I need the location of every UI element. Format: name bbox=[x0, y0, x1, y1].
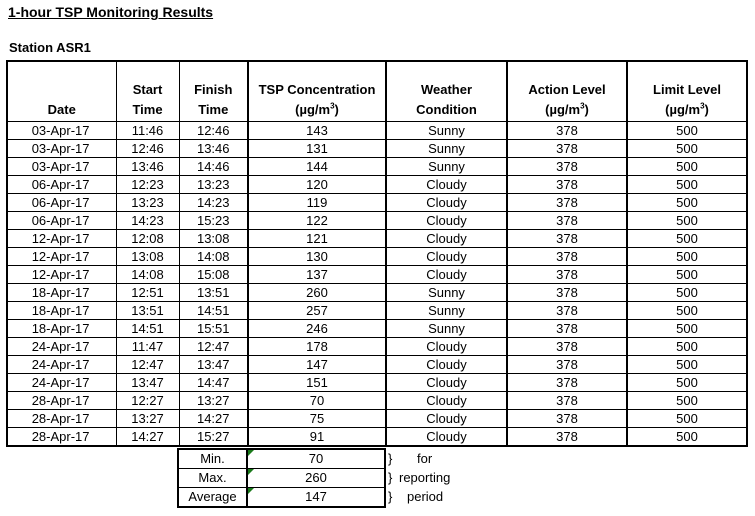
table-row bbox=[7, 212, 747, 230]
cell-limit: 500 bbox=[627, 428, 747, 447]
table-row bbox=[7, 284, 747, 302]
cell-action: 378 bbox=[507, 302, 627, 320]
cell-start: 12:51 bbox=[116, 284, 179, 302]
cell-finish: 14:08 bbox=[179, 248, 248, 266]
cell-weather: Cloudy bbox=[386, 374, 507, 392]
cell-finish: 13:08 bbox=[179, 230, 248, 248]
cell-date: 06-Apr-17 bbox=[7, 194, 116, 212]
table-row bbox=[7, 158, 747, 176]
cell-start: 12:08 bbox=[116, 230, 179, 248]
cell-tsp: 75 bbox=[248, 410, 386, 428]
cell-action: 378 bbox=[507, 140, 627, 158]
cell-limit: 500 bbox=[627, 302, 747, 320]
cell-tsp: 144 bbox=[248, 158, 386, 176]
brace-glyph: } bbox=[388, 450, 393, 466]
cell-action: 378 bbox=[507, 320, 627, 338]
cell-date: 28-Apr-17 bbox=[7, 428, 116, 447]
cell-weather: Sunny bbox=[386, 302, 507, 320]
cell-tsp: 178 bbox=[248, 338, 386, 356]
cell-finish: 12:46 bbox=[179, 122, 248, 140]
table-row bbox=[7, 248, 747, 266]
cell-action: 378 bbox=[507, 158, 627, 176]
cell-limit: 500 bbox=[627, 140, 747, 158]
cell-start: 12:27 bbox=[116, 392, 179, 410]
summary-row bbox=[178, 488, 479, 508]
cell-action: 378 bbox=[507, 356, 627, 374]
cell-limit: 500 bbox=[627, 158, 747, 176]
station-label: Station ASR1 bbox=[9, 40, 91, 55]
cell-action: 378 bbox=[507, 248, 627, 266]
cell-date: 12-Apr-17 bbox=[7, 266, 116, 284]
cell-weather: Sunny bbox=[386, 284, 507, 302]
summary-note: period bbox=[407, 489, 444, 505]
header-finish-time: Finish Time bbox=[179, 61, 248, 122]
summary-value bbox=[247, 488, 385, 508]
cell-finish: 15:51 bbox=[179, 320, 248, 338]
cell-limit: 500 bbox=[627, 356, 747, 374]
tsp-results-table bbox=[6, 60, 748, 447]
summary-label: Max. bbox=[178, 469, 247, 488]
cell-finish: 15:23 bbox=[179, 212, 248, 230]
cell-marker-icon bbox=[248, 450, 254, 456]
cell-date: 03-Apr-17 bbox=[7, 158, 116, 176]
table-row bbox=[7, 230, 747, 248]
cell-finish: 13:23 bbox=[179, 176, 248, 194]
cell-date: 06-Apr-17 bbox=[7, 176, 116, 194]
cell-limit: 500 bbox=[627, 374, 747, 392]
cell-finish: 14:46 bbox=[179, 158, 248, 176]
table-row bbox=[7, 410, 747, 428]
cell-tsp: 119 bbox=[248, 194, 386, 212]
cell-tsp: 147 bbox=[248, 356, 386, 374]
cell-finish: 12:47 bbox=[179, 338, 248, 356]
summary-row bbox=[178, 469, 479, 488]
cell-action: 378 bbox=[507, 284, 627, 302]
cell-action: 378 bbox=[507, 230, 627, 248]
cell-weather: Cloudy bbox=[386, 356, 507, 374]
cell-action: 378 bbox=[507, 374, 627, 392]
summary-value-text: 147 bbox=[305, 489, 327, 504]
cell-tsp: 257 bbox=[248, 302, 386, 320]
cell-finish: 14:27 bbox=[179, 410, 248, 428]
summary-row bbox=[178, 449, 479, 469]
table-row bbox=[7, 140, 747, 158]
cell-action: 378 bbox=[507, 194, 627, 212]
cell-date: 24-Apr-17 bbox=[7, 356, 116, 374]
cell-date: 18-Apr-17 bbox=[7, 302, 116, 320]
report-title: 1-hour TSP Monitoring Results bbox=[8, 4, 214, 20]
cell-date: 18-Apr-17 bbox=[7, 284, 116, 302]
summary-value-text: 70 bbox=[308, 451, 324, 466]
cell-finish: 15:27 bbox=[179, 428, 248, 447]
cell-tsp: 246 bbox=[248, 320, 386, 338]
summary-note: reporting bbox=[399, 470, 451, 485]
cell-weather: Cloudy bbox=[386, 266, 507, 284]
table-row bbox=[7, 338, 747, 356]
brace-glyph: } bbox=[388, 489, 393, 505]
cell-start: 13:47 bbox=[116, 374, 179, 392]
table-row bbox=[7, 428, 747, 447]
table-row bbox=[7, 302, 747, 320]
cell-date: 12-Apr-17 bbox=[7, 248, 116, 266]
cell-start: 11:46 bbox=[116, 122, 179, 140]
cell-start: 12:23 bbox=[116, 176, 179, 194]
cell-action: 378 bbox=[507, 428, 627, 447]
summary-table bbox=[177, 448, 480, 508]
cell-finish: 14:51 bbox=[179, 302, 248, 320]
brace-glyph: } bbox=[388, 470, 393, 485]
summary-value bbox=[247, 469, 385, 488]
cell-action: 378 bbox=[507, 392, 627, 410]
cell-start: 13:46 bbox=[116, 158, 179, 176]
cell-weather: Cloudy bbox=[386, 230, 507, 248]
header-weather-condition: Weather Condition bbox=[386, 61, 507, 122]
cell-action: 378 bbox=[507, 338, 627, 356]
summary-note: for bbox=[417, 450, 433, 466]
cell-tsp: 91 bbox=[248, 428, 386, 447]
cell-limit: 500 bbox=[627, 176, 747, 194]
cell-start: 14:23 bbox=[116, 212, 179, 230]
cell-date: 12-Apr-17 bbox=[7, 230, 116, 248]
table-row bbox=[7, 122, 747, 140]
cell-start: 13:51 bbox=[116, 302, 179, 320]
cell-finish: 13:27 bbox=[179, 392, 248, 410]
cell-tsp: 143 bbox=[248, 122, 386, 140]
cell-weather: Cloudy bbox=[386, 428, 507, 447]
cell-start: 14:08 bbox=[116, 266, 179, 284]
summary-value-text: 260 bbox=[305, 470, 327, 485]
table-row bbox=[7, 356, 747, 374]
cell-limit: 500 bbox=[627, 284, 747, 302]
cell-date: 18-Apr-17 bbox=[7, 320, 116, 338]
cell-limit: 500 bbox=[627, 320, 747, 338]
table-row bbox=[7, 194, 747, 212]
cell-date: 24-Apr-17 bbox=[7, 338, 116, 356]
cell-weather: Sunny bbox=[386, 320, 507, 338]
cell-weather: Cloudy bbox=[386, 248, 507, 266]
cell-start: 14:27 bbox=[116, 428, 179, 447]
cell-weather: Cloudy bbox=[386, 194, 507, 212]
header-tsp-concentration: TSP Concentration $(\mu g/m^3)$ bbox=[248, 61, 386, 122]
cell-marker-icon bbox=[248, 488, 254, 494]
cell-weather: Cloudy bbox=[386, 410, 507, 428]
cell-start: 12:47 bbox=[116, 356, 179, 374]
cell-finish: 15:08 bbox=[179, 266, 248, 284]
table-row bbox=[7, 176, 747, 194]
cell-weather: Cloudy bbox=[386, 176, 507, 194]
cell-start: 13:23 bbox=[116, 194, 179, 212]
cell-finish: 14:47 bbox=[179, 374, 248, 392]
cell-tsp: 70 bbox=[248, 392, 386, 410]
cell-tsp: 121 bbox=[248, 230, 386, 248]
cell-finish: 13:47 bbox=[179, 356, 248, 374]
cell-action: 378 bbox=[507, 122, 627, 140]
summary-value bbox=[247, 449, 385, 469]
cell-start: 11:47 bbox=[116, 338, 179, 356]
cell-limit: 500 bbox=[627, 230, 747, 248]
cell-tsp: 120 bbox=[248, 176, 386, 194]
cell-start: 13:08 bbox=[116, 248, 179, 266]
table-row bbox=[7, 374, 747, 392]
cell-start: 14:51 bbox=[116, 320, 179, 338]
cell-date: 28-Apr-17 bbox=[7, 392, 116, 410]
cell-limit: 500 bbox=[627, 248, 747, 266]
cell-date: 06-Apr-17 bbox=[7, 212, 116, 230]
cell-marker-icon bbox=[248, 469, 254, 475]
table-row bbox=[7, 320, 747, 338]
cell-tsp: 130 bbox=[248, 248, 386, 266]
header-start-time: Start Time bbox=[116, 61, 179, 122]
cell-date: 03-Apr-17 bbox=[7, 140, 116, 158]
cell-action: 378 bbox=[507, 266, 627, 284]
cell-limit: 500 bbox=[627, 194, 747, 212]
cell-tsp: 151 bbox=[248, 374, 386, 392]
cell-limit: 500 bbox=[627, 410, 747, 428]
cell-tsp: 260 bbox=[248, 284, 386, 302]
cell-weather: Sunny bbox=[386, 122, 507, 140]
cell-limit: 500 bbox=[627, 212, 747, 230]
cell-tsp: 131 bbox=[248, 140, 386, 158]
cell-start: 12:46 bbox=[116, 140, 179, 158]
cell-weather: Cloudy bbox=[386, 392, 507, 410]
summary-label: Min. bbox=[178, 449, 247, 469]
header-action-level: Action Level $(\mu g/m^3)$ bbox=[507, 61, 627, 122]
cell-finish: 14:23 bbox=[179, 194, 248, 212]
cell-date: 03-Apr-17 bbox=[7, 122, 116, 140]
cell-weather: Cloudy bbox=[386, 212, 507, 230]
header-date: Date bbox=[7, 61, 116, 122]
summary-label: Average bbox=[178, 488, 247, 508]
cell-weather: Cloudy bbox=[386, 338, 507, 356]
cell-action: 378 bbox=[507, 212, 627, 230]
cell-limit: 500 bbox=[627, 338, 747, 356]
cell-action: 378 bbox=[507, 410, 627, 428]
header-limit-level: Limit Level $(\mu g/m^3)$ bbox=[627, 61, 747, 122]
cell-weather: Sunny bbox=[386, 140, 507, 158]
cell-date: 28-Apr-17 bbox=[7, 410, 116, 428]
cell-action: 378 bbox=[507, 176, 627, 194]
cell-weather: Sunny bbox=[386, 158, 507, 176]
cell-tsp: 122 bbox=[248, 212, 386, 230]
cell-date: 24-Apr-17 bbox=[7, 374, 116, 392]
table-row bbox=[7, 392, 747, 410]
cell-limit: 500 bbox=[627, 266, 747, 284]
cell-limit: 500 bbox=[627, 122, 747, 140]
table-row bbox=[7, 266, 747, 284]
cell-limit: 500 bbox=[627, 392, 747, 410]
cell-finish: 13:46 bbox=[179, 140, 248, 158]
cell-tsp: 137 bbox=[248, 266, 386, 284]
cell-finish: 13:51 bbox=[179, 284, 248, 302]
cell-start: 13:27 bbox=[116, 410, 179, 428]
